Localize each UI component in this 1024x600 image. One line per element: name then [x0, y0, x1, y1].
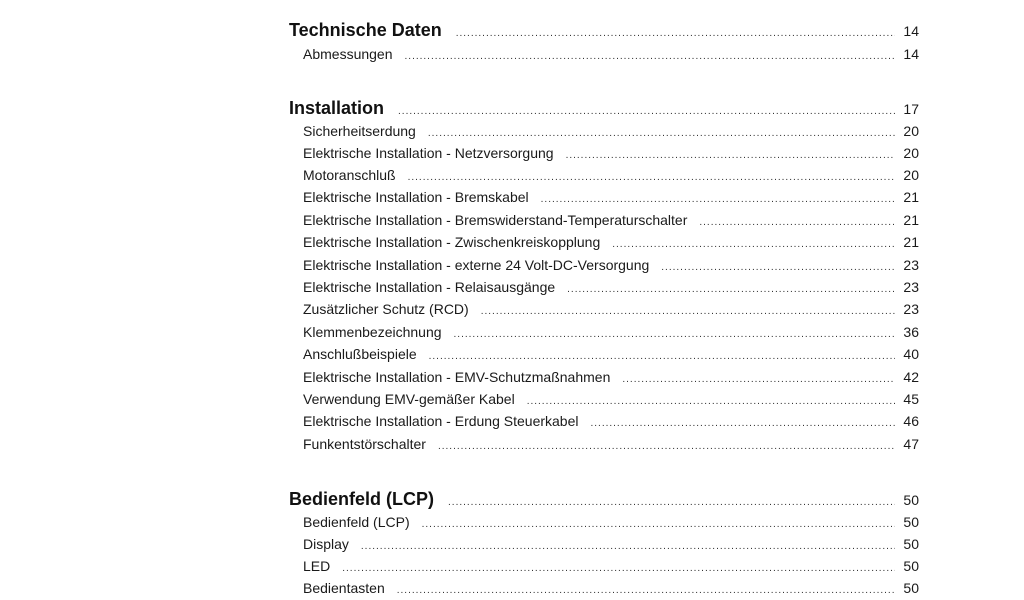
toc-page-number: 50	[903, 492, 919, 508]
toc-leader	[541, 194, 896, 205]
toc-leader	[527, 396, 896, 407]
toc-entry[interactable]	[303, 234, 919, 250]
toc-entry[interactable]	[303, 391, 919, 407]
toc-leader	[566, 150, 896, 161]
toc-entry-label: Elektrische Installation - Netzversorgung	[303, 145, 554, 161]
toc-entry[interactable]	[303, 436, 919, 452]
toc-entry[interactable]	[303, 346, 919, 362]
toc-entry-label: Elektrische Installation - Erdung Steuerkabel	[303, 413, 579, 429]
toc-page-number: 21	[903, 189, 919, 205]
toc-leader	[454, 329, 896, 340]
toc-entry[interactable]	[303, 123, 919, 139]
toc-leader	[428, 128, 896, 139]
toc-page-number: 23	[903, 257, 919, 273]
toc-page-number: 50	[903, 580, 919, 596]
toc-entry[interactable]	[303, 536, 919, 552]
toc-page-number: 14	[903, 46, 919, 62]
toc-entry-label: Zusätzlicher Schutz (RCD)	[303, 301, 469, 317]
toc-heading-label: Technische Daten	[289, 20, 442, 40]
toc-leader	[590, 418, 895, 429]
toc-leader	[661, 262, 895, 273]
toc-leader	[567, 284, 895, 295]
toc-entry-label: Bedientasten	[303, 580, 385, 596]
toc-entry-label: Anschlußbeispiele	[303, 346, 417, 362]
toc-heading-label: Bedienfeld (LCP)	[289, 489, 435, 509]
toc-entry[interactable]	[303, 279, 919, 295]
toc-page-number: 47	[903, 436, 919, 452]
toc-leader	[361, 541, 896, 552]
toc-leader	[612, 239, 895, 250]
toc-entry[interactable]	[303, 189, 919, 205]
toc-leader	[405, 51, 896, 62]
toc-entry-label: Motoranschluß	[303, 167, 396, 183]
toc-page-number: 20	[903, 123, 919, 139]
toc-entry-label: Elektrische Installation - Zwischenkreiskopplung	[303, 234, 601, 250]
toc-heading-installation[interactable]	[289, 98, 919, 119]
toc-entry-label: Abmessungen	[303, 46, 393, 62]
toc-page-number: 36	[903, 324, 919, 340]
toc-entry-label: Elektrische Installation - Bremswiderstand-Temperaturschalter	[303, 212, 688, 228]
toc-page-number: 17	[903, 101, 919, 117]
toc-page-number: 23	[903, 301, 919, 317]
toc-page-number: 20	[903, 167, 919, 183]
toc-leader	[397, 585, 896, 596]
toc-leader	[429, 351, 896, 362]
toc-entry-label: Elektrische Installation - EMV-Schutzmaßnahmen	[303, 369, 611, 385]
toc-leader	[438, 441, 895, 452]
toc-leader	[456, 28, 896, 39]
toc-page-number: 40	[903, 346, 919, 362]
toc-heading-technische-daten[interactable]	[289, 20, 919, 41]
toc-page-number: 23	[903, 279, 919, 295]
toc-entry[interactable]	[303, 46, 919, 62]
toc-leader	[481, 306, 896, 317]
toc-entry[interactable]	[303, 580, 919, 596]
toc-entry-label: Elektrische Installation - Bremskabel	[303, 189, 529, 205]
toc-entry[interactable]	[303, 369, 919, 385]
toc-leader	[342, 563, 895, 574]
toc-leader	[622, 374, 895, 385]
toc-page-number: 45	[903, 391, 919, 407]
toc-entry[interactable]	[303, 167, 919, 183]
toc-leader	[448, 497, 895, 508]
toc-entry[interactable]	[303, 413, 919, 429]
toc-page-number: 14	[903, 23, 919, 39]
toc-entry-label: Klemmenbezeichnung	[303, 324, 442, 340]
toc-entry-label: Display	[303, 536, 349, 552]
toc-entry-label: Sicherheitserdung	[303, 123, 416, 139]
toc-leader	[699, 217, 895, 228]
toc-leader	[398, 106, 895, 117]
toc-leader	[422, 519, 896, 530]
toc-heading-bedienfeld[interactable]	[289, 489, 919, 510]
toc-page-number: 50	[903, 536, 919, 552]
toc-entry[interactable]	[303, 145, 919, 161]
toc-heading-label: Installation	[289, 98, 385, 118]
toc-entry-label: Elektrische Installation - Relaisausgänge	[303, 279, 556, 295]
toc-entry-label: Verwendung EMV-gemäßer Kabel	[303, 391, 515, 407]
toc-page-number: 21	[903, 234, 919, 250]
toc-entry[interactable]	[303, 301, 919, 317]
toc-entry[interactable]	[303, 257, 919, 273]
toc-entry-label: Funkentstörschalter	[303, 436, 426, 452]
toc-page-number: 50	[903, 558, 919, 574]
toc-entry-label: Bedienfeld (LCP)	[303, 514, 410, 530]
toc-page-number: 50	[903, 514, 919, 530]
toc-page-number: 20	[903, 145, 919, 161]
toc-entry[interactable]	[303, 514, 919, 530]
toc-entry[interactable]	[303, 212, 919, 228]
toc-entry[interactable]	[303, 558, 919, 574]
toc-page-number: 42	[903, 369, 919, 385]
toc-leader	[408, 172, 896, 183]
toc-entry[interactable]	[303, 324, 919, 340]
toc-page-number: 46	[903, 413, 919, 429]
toc-entry-label: Elektrische Installation - externe 24 Volt-DC-Versorgung	[303, 257, 650, 273]
toc-entry-label: LED	[303, 558, 331, 574]
toc-page-number: 21	[903, 212, 919, 228]
